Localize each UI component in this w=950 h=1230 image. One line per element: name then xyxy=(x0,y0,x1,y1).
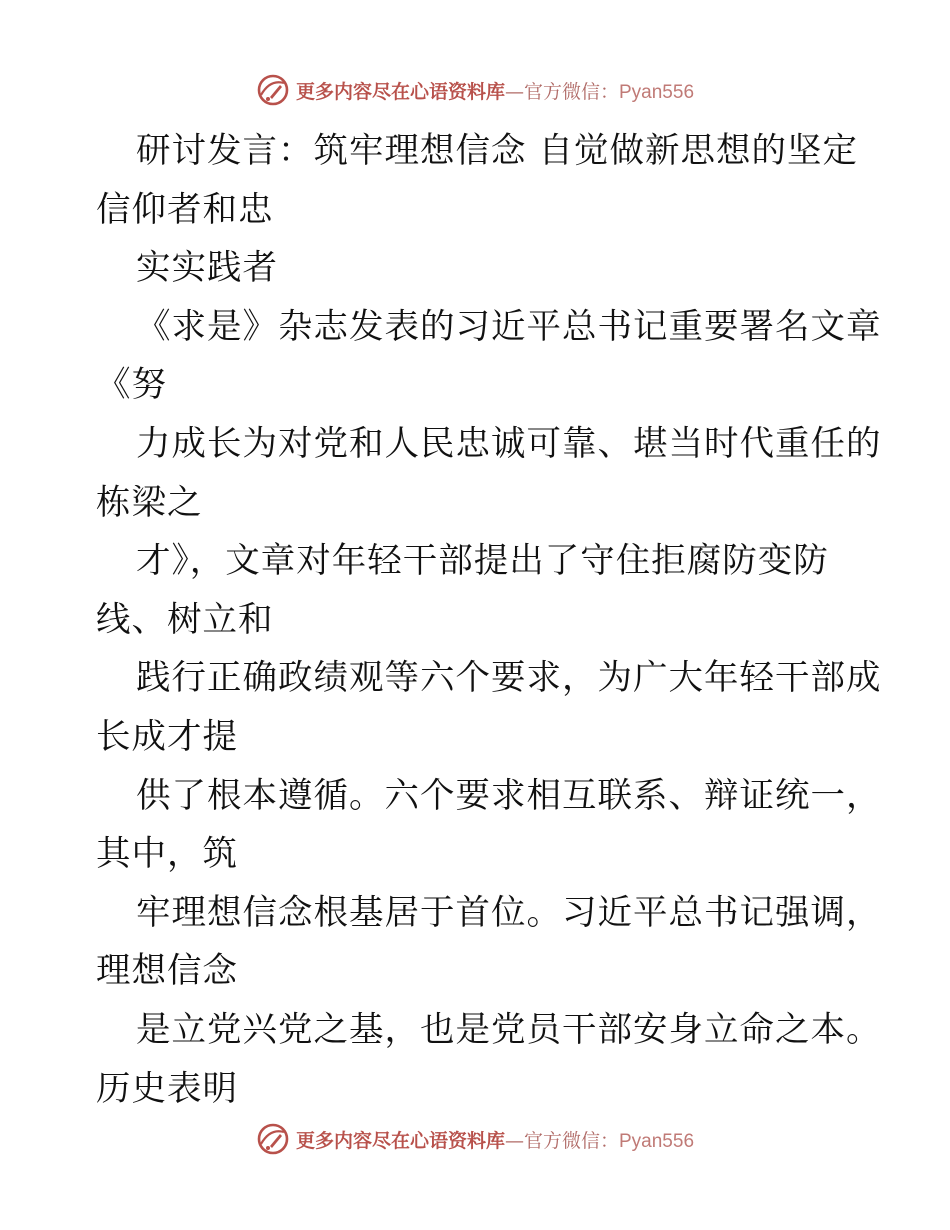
document-body xyxy=(96,122,882,1118)
text-line: 历史表明 xyxy=(96,1068,238,1109)
footer-banner-text xyxy=(296,1126,694,1153)
footer-banner xyxy=(0,1121,950,1157)
text-line: 理想信念 xyxy=(96,951,238,992)
footer-dash: — xyxy=(504,1129,524,1152)
header-banner-text xyxy=(296,77,694,104)
footer-wechat-id: Pyan556 xyxy=(619,1130,695,1152)
pen-logo-icon xyxy=(256,1122,290,1156)
text-line: 研讨发言：筑牢理想信念 自觉做新思想的坚定 xyxy=(136,131,858,171)
header-dash: — xyxy=(504,80,524,103)
pen-logo-icon xyxy=(256,73,290,107)
text-line: 才》，文章对年轻干部提出了守住拒腐防变防 xyxy=(136,541,829,582)
text-line: 供了根本遵循。六个要求相互联系、辩证统一， xyxy=(136,775,882,816)
footer-official: 官方微信： xyxy=(523,1129,619,1152)
text-line: 栋梁之 xyxy=(96,482,203,523)
text-line: 长成才提 xyxy=(96,716,238,757)
header-brand: 更多内容尽在心语资料库 xyxy=(295,80,505,103)
header-official: 官方微信： xyxy=(523,80,619,103)
text-line: 实实践者 xyxy=(136,248,278,289)
text-line: 《努 xyxy=(96,365,167,406)
header-wechat-id: Pyan556 xyxy=(619,81,695,103)
footer-brand: 更多内容尽在心语资料库 xyxy=(295,1129,505,1152)
text-line: 力成长为对党和人民忠诚可靠、堪当时代重任的 xyxy=(136,423,882,464)
text-line: 其中，筑 xyxy=(96,834,238,875)
header-banner xyxy=(0,72,950,108)
text-line: 牢理想信念根基居于首位。习近平总书记强调， xyxy=(136,892,882,933)
text-line: 是立党兴党之基，也是党员干部安身立命之本。 xyxy=(136,1009,882,1050)
text-line: 信仰者和忠 xyxy=(96,189,274,230)
text-line: 线、树立和 xyxy=(96,599,274,640)
text-line: 践行正确政绩观等六个要求，为广大年轻干部成 xyxy=(136,658,882,699)
text-line: 《求是》杂志发表的习近平总书记重要署名文章 xyxy=(136,306,882,347)
